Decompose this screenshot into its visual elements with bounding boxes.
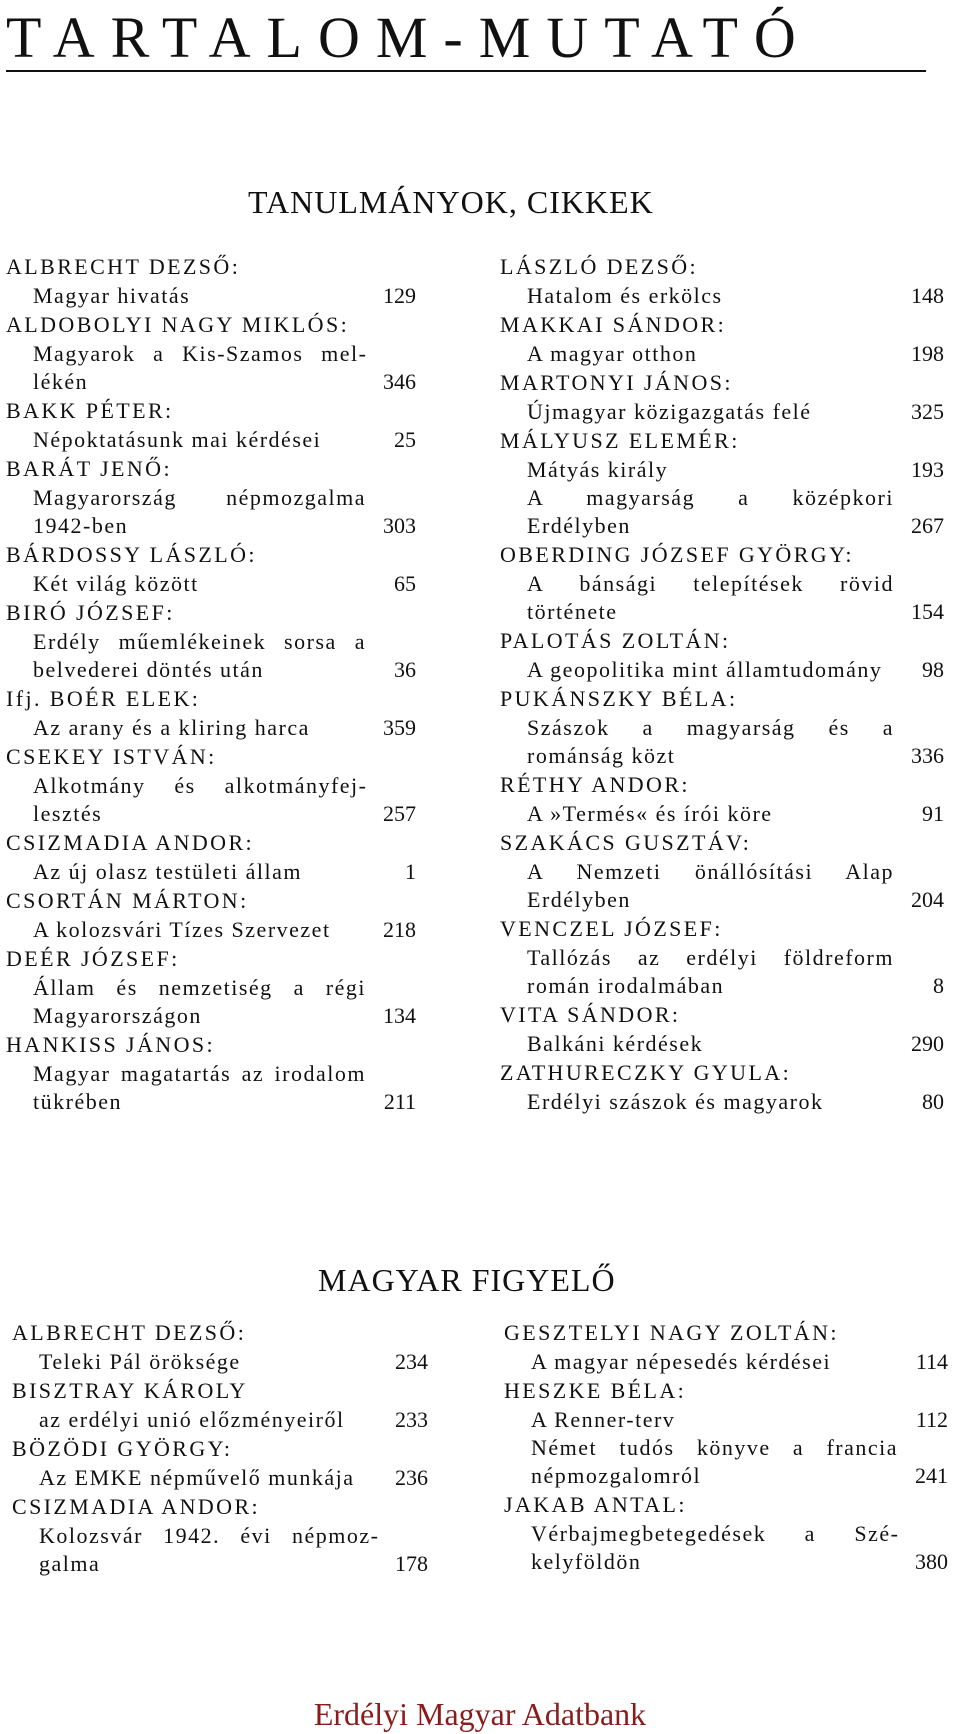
work-title: A Nemzeti önállósítási Alap Erdélyben <box>527 859 894 912</box>
section-heading-magyar-figyelo: MAGYAR FIGYELŐ <box>318 1262 616 1298</box>
page-number: 1 <box>405 859 416 884</box>
work-title: Az arany és a kliring harca <box>33 715 310 740</box>
work-title: Az EMKE népművelő munkája <box>39 1465 355 1490</box>
work-title: Magyarország népmozgalma 1942-ben <box>33 485 366 538</box>
page-number: 178 <box>395 1551 428 1576</box>
work-row <box>12 1348 428 1376</box>
toc-entry <box>500 1000 944 1058</box>
author-name: ALBRECHT DEZSŐ: <box>12 1320 247 1345</box>
toc-entry <box>500 310 944 368</box>
work-row <box>504 1434 948 1490</box>
page-number: 241 <box>915 1463 948 1488</box>
work-title: A »Termés« és írói köre <box>527 801 773 826</box>
author-name: CSIZMADIA ANDOR: <box>6 830 255 855</box>
work-title: Magyarok a Kis-Szamos mellékén <box>33 341 366 394</box>
page-number: 36 <box>394 657 416 682</box>
page-number: 8 <box>933 973 944 998</box>
work-title: Magyar hivatás <box>33 283 191 308</box>
author-name: MARTONYI JÁNOS: <box>500 370 733 395</box>
author-name: CSORTÁN MÁRTON: <box>6 888 249 913</box>
work-title: A magyar otthon <box>527 341 698 366</box>
toc-entry <box>6 540 416 598</box>
work-title: Az új olasz testületi állam <box>33 859 302 884</box>
page-number: 204 <box>911 887 944 912</box>
author-name: PUKÁNSZKY BÉLA: <box>500 686 738 711</box>
page-number: 112 <box>915 1407 948 1432</box>
work-title: Mátyás király <box>527 457 669 482</box>
page-number: 267 <box>911 513 944 538</box>
work-row <box>504 1520 948 1576</box>
work-row <box>6 484 416 540</box>
page-number: 148 <box>911 283 944 308</box>
author-name: JAKAB ANTAL: <box>504 1492 687 1517</box>
author-name: LÁSZLÓ DEZSŐ: <box>500 254 699 279</box>
work-row <box>500 570 944 626</box>
work-title: A kolozsvári Tízes Szervezet <box>33 917 331 942</box>
toc-entry <box>504 1490 948 1576</box>
toc-entry <box>6 886 416 944</box>
page-number: 257 <box>383 801 416 826</box>
author-name: BAKK PÉTER: <box>6 398 174 423</box>
author-name: ALDOBOLYI NAGY MIKLÓS: <box>6 312 350 337</box>
work-row <box>12 1406 428 1434</box>
toc-entry <box>12 1318 428 1376</box>
work-title: A geopolitika mint államtudomány <box>527 657 883 682</box>
work-row <box>500 714 944 770</box>
work-row <box>500 484 944 540</box>
work-row <box>500 944 944 1000</box>
page-number: 218 <box>383 917 416 942</box>
page-number: 290 <box>911 1031 944 1056</box>
work-title: Német tudós könyve a francia népmozgalomról <box>531 1435 898 1488</box>
toc-entry <box>6 828 416 886</box>
toc-entry <box>6 1030 416 1116</box>
toc-entry <box>500 770 944 828</box>
work-row <box>6 628 416 684</box>
page-number: 80 <box>922 1089 944 1114</box>
author-name: VENCZEL JÓZSEF: <box>500 916 723 941</box>
author-name: OBERDING JÓZSEF GYÖRGY: <box>500 542 854 567</box>
page-number: 98 <box>922 657 944 682</box>
work-row <box>12 1464 428 1492</box>
toc-entry <box>6 742 416 828</box>
work-row <box>504 1348 948 1376</box>
toc-entry <box>12 1376 428 1434</box>
author-name: MAKKAI SÁNDOR: <box>500 312 727 337</box>
author-name: BARÁT JENŐ: <box>6 456 172 481</box>
author-name: ALBRECHT DEZSŐ: <box>6 254 241 279</box>
work-row <box>6 916 416 944</box>
toc-column-left <box>12 1318 428 1578</box>
author-name: HESZKE BÉLA: <box>504 1378 687 1403</box>
work-row <box>6 974 416 1030</box>
toc-entry <box>500 626 944 684</box>
work-row <box>500 456 944 484</box>
work-title: Népoktatásunk mai kérdései <box>33 427 322 452</box>
work-row <box>6 858 416 886</box>
work-row <box>6 282 416 310</box>
work-row <box>500 800 944 828</box>
work-title: Hatalom és erkölcs <box>527 283 723 308</box>
author-name: CSIZMADIA ANDOR: <box>12 1494 261 1519</box>
work-title: Erdély műemlékeinek sorsa a belvederei döntés után <box>33 629 366 682</box>
work-title: Állam és nemzetiség a régi Magyarországon <box>33 975 366 1028</box>
toc-entry <box>6 454 416 540</box>
page-number: 336 <box>911 743 944 768</box>
work-row <box>500 656 944 684</box>
toc-entry <box>6 944 416 1030</box>
toc-entry <box>504 1318 948 1376</box>
work-title: A magyarság a középkori Erdélyben <box>527 485 894 538</box>
author-name: BIRÓ JÓZSEF: <box>6 600 175 625</box>
page-number: 129 <box>383 283 416 308</box>
work-row <box>500 340 944 368</box>
work-title: A Renner-terv <box>531 1407 676 1432</box>
page-number: 198 <box>911 341 944 366</box>
author-name: HANKISS JÁNOS: <box>6 1032 216 1057</box>
section-heading-tanulmanyok: TANULMÁNYOK, CIKKEK <box>248 184 654 220</box>
page-number: 193 <box>911 457 944 482</box>
page-number: 233 <box>395 1407 428 1432</box>
work-row <box>6 714 416 742</box>
toc-entry <box>6 598 416 684</box>
page-number: 234 <box>395 1349 428 1374</box>
page-number: 134 <box>383 1003 416 1028</box>
toc-entry <box>500 426 944 540</box>
toc-entry <box>500 1058 944 1116</box>
author-name: Ifj. BOÉR ELEK: <box>6 686 201 711</box>
toc-entry <box>6 310 416 396</box>
page-number: 65 <box>394 571 416 596</box>
toc-column-right <box>500 252 944 1116</box>
page-number: 154 <box>911 599 944 624</box>
author-name: RÉTHY ANDOR: <box>500 772 690 797</box>
work-title: Szászok a magyarság és a románság közt <box>527 715 894 768</box>
toc-entry <box>500 252 944 310</box>
work-title: Balkáni kérdések <box>527 1031 704 1056</box>
toc-entry <box>500 368 944 426</box>
work-row <box>6 1060 416 1116</box>
work-row <box>12 1522 428 1578</box>
author-name: DEÉR JÓZSEF: <box>6 946 180 971</box>
work-row <box>500 398 944 426</box>
toc-column-left <box>6 252 416 1116</box>
work-row <box>500 1030 944 1058</box>
toc-entry <box>12 1434 428 1492</box>
work-title: Kolozsvár 1942. évi népmozgalma <box>39 1523 378 1576</box>
toc-entry <box>500 684 944 770</box>
author-name: VITA SÁNDOR: <box>500 1002 681 1027</box>
page-number: 211 <box>383 1089 416 1114</box>
work-title: A magyar népesedés kérdései <box>531 1349 832 1374</box>
work-row <box>6 570 416 598</box>
author-name: CSEKEY ISTVÁN: <box>6 744 217 769</box>
page-number: 91 <box>922 801 944 826</box>
author-name: SZAKÁCS GUSZTÁV: <box>500 830 752 855</box>
work-row <box>500 282 944 310</box>
work-row <box>500 858 944 914</box>
page-number: 114 <box>915 1349 948 1374</box>
toc-entry <box>500 828 944 914</box>
toc-entry <box>6 396 416 454</box>
work-row <box>6 340 416 396</box>
work-title: Alkotmány és alkotmányfejlesztés <box>33 773 366 826</box>
work-row <box>6 772 416 828</box>
toc-entry <box>500 914 944 1000</box>
work-title: Erdélyi szászok és magyarok <box>527 1089 824 1114</box>
work-row <box>504 1406 948 1434</box>
toc-column-right <box>504 1318 948 1576</box>
page-number: 236 <box>395 1465 428 1490</box>
page-number: 25 <box>394 427 416 452</box>
toc-entry <box>6 252 416 310</box>
toc-entry <box>504 1376 948 1490</box>
page-number: 346 <box>383 369 416 394</box>
work-title: A bánsági telepítések rövid története <box>527 571 894 624</box>
work-title: Két világ között <box>33 571 199 596</box>
author-name: ZATHURECZKY GYULA: <box>500 1060 792 1085</box>
work-title: az erdélyi unió előzményeiről <box>39 1407 345 1432</box>
author-name: PALOTÁS ZOLTÁN: <box>500 628 731 653</box>
author-name: BÖZÖDI GYÖRGY: <box>12 1436 233 1461</box>
work-row <box>6 426 416 454</box>
work-title: Teleki Pál öröksége <box>39 1349 241 1374</box>
toc-entry <box>6 684 416 742</box>
page-number: 325 <box>911 399 944 424</box>
work-title: Vérbajmegbetegedések a Székelyföldön <box>531 1521 898 1574</box>
toc-entry <box>12 1492 428 1578</box>
page-number: 359 <box>383 715 416 740</box>
page-title: TARTALOM-MUTATÓ <box>6 5 812 70</box>
work-title: Magyar magatartás az irodalom tükrében <box>33 1061 366 1114</box>
work-title: Újmagyar közigazgatás felé <box>527 399 812 424</box>
work-title: Tallózás az erdélyi földreform román irodalmában <box>527 945 894 998</box>
author-name: MÁLYUSZ ELEMÉR: <box>500 428 740 453</box>
author-name: BISZTRAY KÁROLY <box>12 1378 248 1403</box>
title-rule <box>6 70 926 72</box>
author-name: GESZTELYI NAGY ZOLTÁN: <box>504 1320 839 1345</box>
footer-source: Erdélyi Magyar Adatbank <box>313 1696 647 1732</box>
page-number: 380 <box>915 1549 948 1574</box>
author-name: BÁRDOSSY LÁSZLÓ: <box>6 542 257 567</box>
work-row <box>500 1088 944 1116</box>
page-number: 303 <box>383 513 416 538</box>
toc-entry <box>500 540 944 626</box>
